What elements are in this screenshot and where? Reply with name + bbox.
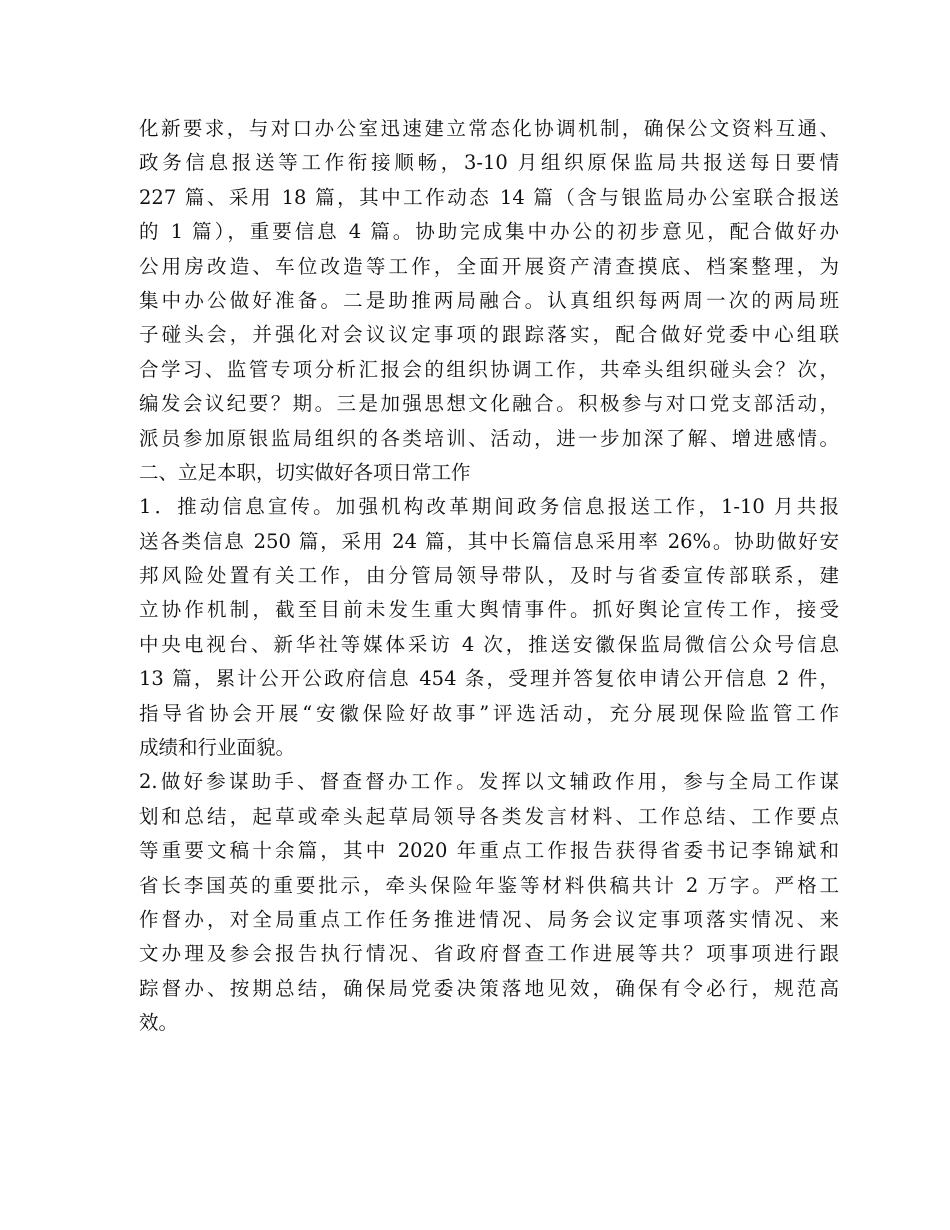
text-line: 子碰头会，并强化对会议议定事项的跟踪落实，配合做好党委中心组联 xyxy=(139,323,839,347)
text-line: 中央电视台、新华社等媒体采访 4 次，推送安徽保监局微信公众号信息 xyxy=(139,632,839,656)
text-line: 成绩和行业面貌。 xyxy=(139,736,296,760)
text-line: 踪督办、按期总结，确保局党委决策落地见效，确保有令必行，规范高 xyxy=(139,976,839,1000)
text-line: 合学习、监管专项分析汇报会的组织协调工作，共牵头组织碰头会？次， xyxy=(139,357,839,381)
text-line: 文办理及参会报告执行情况、省政府督查工作进展等共？项事项进行跟 xyxy=(139,942,839,966)
text-line: 13 篇，累计公开公政府信息 454 条，受理并答复依申请公开信息 2 件， xyxy=(139,667,839,691)
text-line: 省长李国英的重要批示，牵头保险年鉴等材料供稿共计 2 万字。严格工 xyxy=(139,873,839,897)
text-line: 等重要文稿十余篇，其中 2020 年重点工作报告获得省委书记李锦斌和 xyxy=(139,839,839,863)
text-line: 集中办公做好准备。二是助推两局融合。认真组织每两周一次的两局班 xyxy=(139,288,839,312)
text-line: 邦风险处置有关工作，由分管局领导带队，及时与省委宣传部联系，建 xyxy=(139,564,839,588)
text-line: 指导省协会开展“安徽保险好故事”评选活动，充分展现保险监管工作 xyxy=(139,701,839,725)
text-line: 政务信息报送等工作衔接顺畅，3-10 月组织原保监局共报送每日要情 xyxy=(139,151,839,175)
text-line: 立协作机制，截至目前未发生重大舆情事件。抓好舆论宣传工作，接受 xyxy=(139,598,839,622)
text-line: 划和总结，起草或牵头起草局领导各类发言材料、工作总结、工作要点 xyxy=(139,804,839,828)
text-line: 1．推动信息宣传。加强机构改革期间政务信息报送工作，1-10 月共报 xyxy=(139,495,839,519)
document-body xyxy=(139,112,839,1041)
text-line: 送各类信息 250 篇，采用 24 篇，其中长篇信息采用率 26%。协助做好安 xyxy=(139,529,839,553)
text-line: 作督办，对全局重点工作任务推进情况、局务会议定事项落实情况、来 xyxy=(139,907,839,931)
text-line: 效。 xyxy=(139,1011,179,1035)
text-line: 编发会议纪要？期。三是加强思想文化融合。积极参与对口党支部活动， xyxy=(139,392,839,416)
text-line: 化新要求，与对口办公室迅速建立常态化协调机制，确保公文资料互通、 xyxy=(139,117,839,140)
text-line: 派员参加原银监局组织的各类培训、活动，进一步加深了解、增进感情。 xyxy=(139,426,839,450)
text-line: 的 1 篇），重要信息 4 篇。协助完成集中办公的初步意见，配合做好办 xyxy=(139,220,839,244)
section-heading: 二、立足本职，切实做好各项日常工作 xyxy=(139,460,471,484)
text-line: 公用房改造、车位改造等工作，全面开展资产清查摸底、档案整理，为 xyxy=(139,254,839,278)
text-line: 2.做好参谋助手、督查督办工作。发挥以文辅政作用，参与全局工作谋 xyxy=(139,770,839,794)
text-line: 227 篇、采用 18 篇，其中工作动态 14 篇（含与银监局办公室联合报送 xyxy=(139,185,839,209)
